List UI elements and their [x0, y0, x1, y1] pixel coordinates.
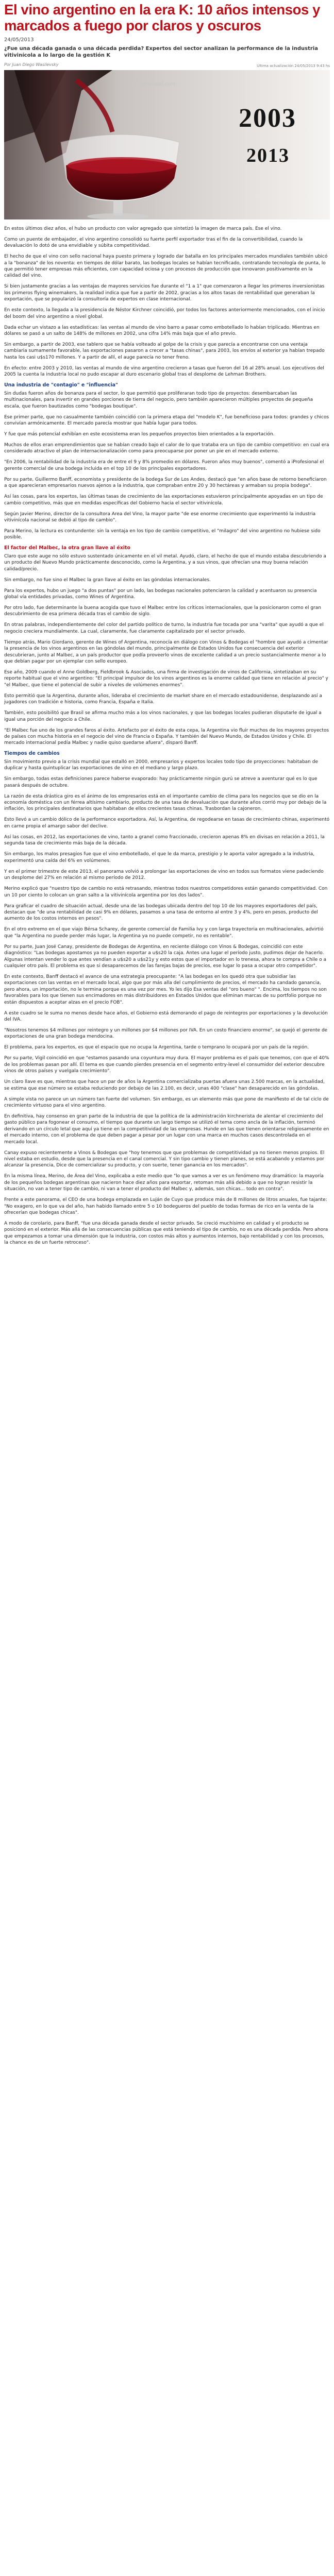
paragraph: En otras palabras, independientemente del color del partido político de turno, la industria fue tocada por una "varita" que ayudó a que el negocio creciera mundialmente. La cual, claramente, fue claramente capitalizado por el sector privado. [4, 622, 324, 634]
paragraph: Un claro llave es que, mientras que hace un par de años la Argentina comercializaba puertas afuera unas 2.500 marcas, en la actualidad, se estima que ese número se estaba reduciendo por debajo de las 2.100, es decir, unas 400 "clase" han desaparecido en las góndolas. [4, 1079, 325, 1091]
paragraph: En el otro extremo en el que viajo Bérsa Scharey, de gerente comercial de Familia Ivy y con larga trayectoria en multinacionales, advirtió que "la Argentina no puede perder más lugar, la Argentina ya no puede competir, no es rentable". [4, 927, 324, 939]
paragraph: Para los expertos, hubo un juego "a dos puntas" por un lado, las bodegas nacionales potenciaron la calidad y acentuaron su presencia global vía entidades privadas, como Wines of Argentina. [4, 588, 317, 600]
article-body [4, 226, 330, 1246]
year-label-2003: 2003 [239, 103, 296, 133]
paragraph: Por su parte, Juan José Canay, presidente de Bodegas de Argentina, en reciente diálogo con Vinos & Bodegas, coincidió con este diagnóstico: "Las bodegas apostamos ya no pueden exportar a u$s20 la caja. Antes una lugar el período justo, pudimos dejar de hacerlo. Algunas intentan vender lo que antes vendían a u$s20 a u$s21y y esto estos que el importador en lo trenesa, ahora te compra a Chile o a cualquier otro país. El problema es que si desaparecemos de las farejas bajas de precios, ese lugar lo pasa a ocupar otro competidor". [4, 944, 327, 969]
hero-watermark: iProfesional.com [133, 79, 175, 87]
paragraph: También, esto posibilitó que Brasil se afirma mucho más a los vinos nacionales, y que las bodegas locales pudieran disputarle de igual a igual una porción del negocio a Chile. [4, 710, 322, 722]
paragraph: A este cuadro se le suma no menos desde hace años, el Gobierno está demorando el pago de reintegros por exportaciones y la devolución del IVA. [4, 1010, 328, 1022]
paragraph: Ese primer parte, que no casualmente también coincidió con la primera etapa del "modelo K", fue beneficioso para todos: grandes y chicos convivían armónicamente. El mercado parecía mostrar que había lugar para todos. [4, 414, 329, 426]
paragraph: Esto llevó a un cambio dólico de la performance exportadora. Así, la Argentina, de regodearse en tasas de crecimiento chinas, experimentó en carne propia el amargo sabor del declive. [4, 817, 330, 829]
paragraph: En este contexto, la llegada a la presidencia de Néstor Kirchner coincidió, por todos los factores anteriormente mencionados, con el inicio del boom del vino argentino a nivel global. [4, 308, 325, 319]
paragraph: Dada echar un vistazo a las estadísticas: las ventas al mundo de vino barro a pasar como embotellado lo habían triplicado. Mientras en dólares se pasó a un salto de 148% de millones en 2002, una cifra 14% más baja que el año previo. [4, 325, 320, 337]
paragraph: "En 2006, la rentabilidad de la industria era de entre el 9 y 8% promedio en dólares. Fueron años muy buenos", comentó a iProfesional el gerente comercial de una bodega incluida en el top 10 de los principales exportadores. [4, 460, 324, 471]
paragraph: Sin movimiento previo a la crisis mundial que estalló en 2000, empresarios y expertos locales todo tipo de proyecciones: habitaban de duplicar y hasta quintuplicar las exportaciones de vino en el mediano y largo plazo. [4, 759, 318, 771]
paragraph: Frente a este panorama, el CEO de una bodega emplazada en Luján de Cuyo que produce más de 8 millones de litros anuales, fue tajante: "No exagero, en lo que va del año, han habido llamado entre 5 o 10 bodegueros del pueblo de todas formas de rico en la venta de la ofrecerían que bodegas chicas". [4, 1197, 327, 1216]
paragraph: La razón de esta drástica giro es el ánimo de los empresarios está en el importante cambio de clima para los negocios que se dio en la economía doméstica con un férrea altísimo cambiario, producto de una tasa de devaluación que durante años corrió muy por debajo de la inflación, los principales destinatarios que habitaban de ellos crecientes tasas chinas. Trasbordan la cajoneron. [4, 793, 327, 812]
paragraph: Y en el primer trimestre de este 2013, el panorama volvió a prolongar las exportaciones de vino en todos sus formatos viene padeciendo un desplome del 27% en relación al mismo período de 2012. [4, 869, 324, 881]
paragraph: Sin embargo, no fue sino el Malbec la gran llave al éxito en las góndolas internacionales. [4, 577, 211, 583]
paragraph: Por su parte, Vigil coincidió en que "estamos pasando una coyuntura muy dura. El mayor problema es el país que tenemos, con que el 40% de los problemas pasan por allí. El tema es que cuando pierdes presencia en el segmento entry-level el consumidor del exterior descubre vinos de otros países y vuelgala crecimiento". [4, 1056, 329, 1074]
paragraph: Si bien justamente gracias a las ventajas de mayores servicios fue durante el "1 a 1" que comenzaron a llegar los primeros inversionistas los primeros flying winemakers, la realidad indica que fue a partir de 2002, gracias a los altos tasas de rentabilidad que generaban la exportación, que se popularizó la consultoría de expertos en clase internacional. [4, 284, 325, 302]
paragraph: El problema, para los expertos, es que el espacio que no ocupa la Argentina, tarde o temprano lo ocupará por un país de la región. [4, 1045, 309, 1050]
paragraph: Sin embargo, todas estas definiciones parece haberse evaporado: hay prácticamente ningún gurú se atreve a aventurar qué es lo que pasará después de octubre. [4, 776, 318, 788]
paragraph: Sin dudas fueron años de bonanza para el sector, lo que permitió que proliferaran todo tipo de proyectos: desembarcaban las multinacionales, para invertir en grandes porciones de tierra del negocio, pero también aparecieron múltiples proyectos de pequeña escala, que fueron bautizados como "bodegas boutique". [4, 391, 313, 409]
paragraph: Esto permitió que la Argentina, durante años, lideraba el crecimiento de market share en el mercado estadounidense, desplazando así a jugadores con tradición e historia, como Francia, España e Italia. [4, 693, 322, 705]
paragraph: Claro que este auge no sólo estuvo sustentado únicamente en el vil metal. Ayudó, claro, el hecho de que el mundo estaba descubriendo a un producto del Nuevo Mundo prácticamente desconocido, como la Argentina, y a sus vinos, que ofrecían una muy buena relación calidad/precio. [4, 553, 326, 572]
paragraph: En definitiva, hay consenso en gran parte de la industria de que la política de la administración kirchnerista de alentar el crecimiento del gasto público para fogonear el consumo, el tiempo que durante un largo tiempo se utilizó el tema como ancla de la inflación, terminó derivando en un círculo letal que aquí ya tiene en la competitividad de las empresas. Hunde en las que tienen orientarse religiosamente en el mercado interno, con el problema de que deben pagar a pesar por un lugar con una marca en muchos casos descontrolada en el mercado local. [4, 1114, 329, 1145]
paragraph: Sin embargo, a partir de 2003, ese tablero que se había volteado al golpe de la crisis y que parecía a encontrarse con una ventaja cambiaria sumamente favorable, las exportaciones pasaron a crecer a "tasas chinas", para 2003, los envíos al exterior ya habían trepado hasta los casi u$s170 millones. Y a partir de allí, el auge parecía no tener freno. [4, 342, 325, 360]
article-author: Por Juan Diego Wasilevsky [4, 62, 59, 67]
paragraph: Por otro lado, fue determinante la buena acogida que tuvo el Malbec entre los críticos internacionales, que la posicionaron como el gran descubrimiento de esa primera década tras el cambio de siglo. [4, 605, 321, 617]
hero-image [4, 70, 330, 219]
paragraph: En estos últimos diez años, el hubo un producto con valor agregado que sintetizó la imagen de marca país. Ese el vino. [4, 226, 282, 231]
paragraph: Como un puente de embajador, el vino argentino consolidó su fuerte perfil exportador tras el fin de la convertibilidad, cuando la devaluación lo dotó de una envidiable y súbita competitividad. [4, 236, 303, 249]
paragraph: El hecho de que el vino con sello nacional haya puesto primera y logrado dar batalla en los principales mercados mundiales también ubicó a la "bonanza" de los noventa: en tiempos de dólar barato, las bodegas locales se habían tecnificado, contratando tecnología de punta, lo que permitió tener empresas más eficientes, con capacidad ociosa y con procesos de producción que innovaron positivamente en la calidad del vino. [4, 254, 328, 279]
article-subtitle: ¿Fue una década ganada o una década perdida? Expertos del sector analizan la performance de la industria vitivinícola a lo largo de la gestión K [4, 46, 318, 59]
section-heading: Tiempos de cambios [4, 751, 60, 757]
article-title: El vino argentino en la era K: 10 años intensos y marcados a fuego por claros y oscuros [4, 2, 321, 33]
paragraph: Tiempo atrás, Mario Giordano, gerente de Wines of Argentina, reconocía en diálogo con Vinos & Bodegas el "hombre que ayudó a cimentar la presencia de los vinos argentinos en las góndolas del mundo, principalmente de Estados Unidos fue consecuencia del exterior descubrieran, junto al Malbec, a un país productor que podía proveerlo vinos de excelente calidad a un precio sustancialmente menor a lo que debían pagar por un ejemplar con sello europeo. [4, 639, 328, 664]
byline [4, 59, 330, 68]
section-heading: El factor del Malbec, la otra gran llave al éxito [4, 545, 130, 551]
section-heading: Una industria de "contagio" e "influencia" [4, 382, 118, 388]
paragraph: Canay expuso recientemente a Vinos & Bodegas que "hoy tenemos que que problemas de competitividad ya no tienen menos propios. El nivel estaba en estudio, desde que la presencia en el canal comercial. Y sin tipo cambio y tienen planes, se está acabando y estamos por alcanzar la presencia, Dice de comercializar su producto, y con suerte, tener ganancia en los mercados". [4, 1150, 325, 1168]
paragraph: "Nosotros tenemos $4 millones por reintegro y un millones por $4 millones por IVA. En un costo financiero enorme", se quejó el gerente de exportaciones de una gran bodega mendocina. [4, 1027, 328, 1040]
paragraph: Para graficar el cuadro de situación actual, desde una de las bodegas ubicada dentro del top 10 de los mayores exportadores del país, destacan que "de una rentabilidad de casi 9% en dólares, pasamos a una tasa de entorno al entre 3 y 4%, pero en pesos, producto del aumento de los costos internos en pesos". [4, 903, 318, 922]
article-date: 24/05/2013 [4, 37, 34, 43]
paragraph: En efecto: entre 2003 y 2010, las ventas al mundo de vino argentino crecieron a tasas que fueron del 16 al 28% anual. Los ejecutivos del 2005 la cuenta la industria local no pudo escapar al duro escenario global tras el desplome de Lehman Brothers. [4, 365, 324, 378]
paragraph: Muchos de ellos eran emprendimientos que se habían creado bajo el calor de lo que trataba era un tipo de cambio competitivo: en cual era considerado atractivo el plan de internacionalización como para preocuparse por poner un pie en el mercado externo. [4, 442, 329, 454]
paragraph: En la misma línea, Merino, de Área del Vino, explicaba a este medio que "lo que vamos a ver es un fenómeno muy dramático: la mayoría de los pequeños bodegas argentinas que nacieron hace diez años para exportar, retoman más allá debido a que no logran resistir la situación, no van a tener tipo de cambio, ni van a tener el producto del Malbec y, además, son chicas... todo en contra". [4, 1174, 324, 1192]
paragraph: Merino explicó que "nuestro tipo de cambio no está retrasando, mientras todos nuestros competidores están ganando competitividad. Con un 10 por ciento lo colocan un gran salto a la vitivinícola argentina por los dos lados". [4, 886, 328, 898]
paragraph: Sin embargo, los malos presagios fue que el vino embotellado, el que le da marca, prestigio y le aporta valor agregado a la industria, experimentó una caída del 6% en volúmenes. [4, 852, 315, 863]
paragraph: En este contexto, Banff destacó el avance de una estrategia preocupante: "A las bodegas en los quedó otra que subsidiar las exportaciones con las ventas en el mercado local, algo que por más alla del cumplimiento de precios, el mercado ha candado ganancia, pero ahora, un importación, no le termina porque es una vez por mes. Yo les dijo Esa ventas del "oro bueno" ". Encima, los tiempos no son favorables para los que tienen sus encimadores en más distribuidores en Estados Unidos que eliminan marcas de su portfolio porque no están dispuestos a aceptar alzas en el precio FOB". [4, 974, 327, 1005]
article [0, 0, 334, 1253]
paragraph: Por su parte, Guillermo Banff, economista y presidente de la bodega Sur de Los Andes, destacó que "en años base de retorno beneficiaron a que aparecieran empresarios nuevos ajenos a la industria, que compraban entre 20 y 30 hectáreas y armaban su propia bodega". [4, 477, 327, 489]
paragraph: Y fue que más potencial exhibían en este ecosistema eran los pequeños proyectos bien orientados a la exportación. [4, 431, 275, 437]
paragraph: A simple vista no parece un un número tan fuerte del volumen. Sin embargo, es un elemento más que pone de manifiesto el de tal ciclo de crecimiento virtuoso para el vino argentino. [4, 1096, 329, 1108]
paragraph: Ese año, 2009 cuando el Anne Goldberg, Fieldbrook & Asociados, una firma de investigación de vinos de California, sintetizaban en su reporte habitual que el vino argentino: "El principal impulsor de los vinos argentinos es la enorme calidad que tiene en relación al precio" y "el Malbec, que tiene el potencial de subir a niveles de volúmenes enormes". [4, 670, 328, 688]
paragraph: Así las cosas, en 2012, las exportaciones de vino, tanto a granel como fraccionado, crecieron apenas 8% en divisas en relación a 2011, la segunda tasa de crecimiento más baja de la década. [4, 834, 325, 846]
paragraph: Según Javier Merino, director de la consultora Area del Vino, la mayor parte "de ese enorme crecimiento que experimentó la industria vitivinícola nacional se debió al tipo de cambio". [4, 511, 316, 523]
paragraph: "El Malbec fue uno de los grandes faros al éxito. Artefacto por el éxito de esta cepa, la Argentina vio fluir muchos de los mayores proyectos de países con mucha historia en el negocio del vino de Francia o España. Y también del Nuevo Mundo, de Estados Unidos y Chile. El mercado internacional pedía Malbec y nadie quiso quedarse afuera", disparó Banff. [4, 727, 329, 746]
year-label-2013: 2013 [246, 144, 290, 166]
paragraph: Así las cosas, para los expertos, las últimas tasas de crecimiento de las exportaciones estuvieron principalmente apoyadas en un tipo de cambio competitivo, más que en medidas específicas del Gobierno hacia el sector vitivinícola. [4, 494, 323, 506]
paragraph: Para Merino, la lectura es contundente: sin la ventaja en los tipo de cambio competitivo, el "milagro" del vino argentino no hubiese sido posible. [4, 528, 321, 540]
paragraph: A modo de corolario, para Banff, "fue una década ganada desde el sector privado. Se creció muchísimo en calidad y el producto se posicionó en el exterior. Más allá de las consecuencias públicas que está teniendo el tipo de cambio, no es una década perdida. Pero ahora que empezamos a tomar una dimensión que la industria, con costos más altos y aumentos internos, bajo rentabilidad y con los procesos, la chance es de un fuerte retroceso". [4, 1221, 328, 1246]
last-updated: Última actualización 24/05/2013 9:43 hs [257, 63, 330, 68]
